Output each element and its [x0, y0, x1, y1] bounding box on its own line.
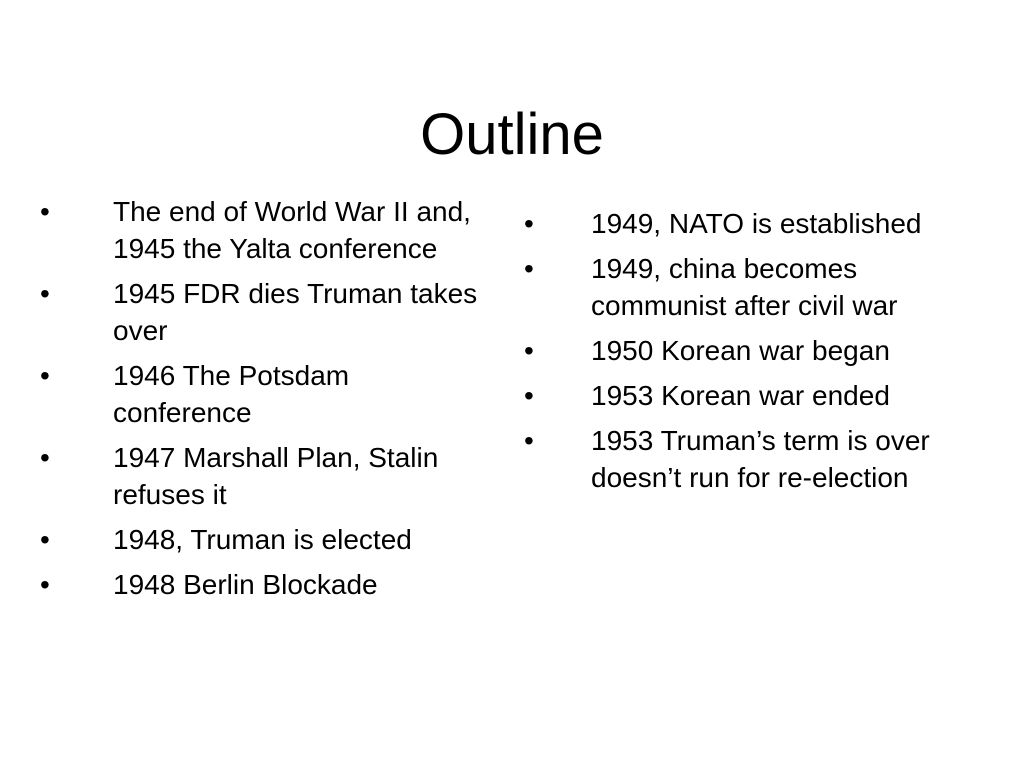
right-bullet-list: [524, 205, 994, 504]
list-item: [40, 193, 490, 267]
list-item: [40, 357, 490, 431]
list-item: [40, 521, 490, 558]
list-item-text: 1953 Korean war ended: [591, 380, 890, 411]
list-item: [524, 332, 994, 369]
list-item-text: 1949, china becomes communist after civil war: [591, 253, 898, 321]
bullet-icon: •: [524, 335, 534, 366]
bullet-icon: •: [40, 360, 50, 391]
bullet-icon: •: [40, 569, 50, 600]
bullet-icon: •: [524, 425, 534, 456]
list-item: [40, 439, 490, 513]
list-item: [524, 422, 994, 496]
bullet-icon: •: [40, 278, 50, 309]
bullet-icon: •: [40, 442, 50, 473]
list-item-text: 1946 The Potsdam conference: [113, 360, 350, 428]
list-item-text: 1948, Truman is elected: [113, 524, 412, 555]
bullet-icon: •: [40, 524, 50, 555]
list-item: [524, 377, 994, 414]
list-item-text: 1948 Berlin Blockade: [113, 569, 378, 600]
list-item-text: 1949, NATO is established: [591, 208, 922, 239]
list-item-text: 1950 Korean war began: [591, 335, 890, 366]
list-item: [524, 250, 994, 324]
list-item: [524, 205, 994, 242]
list-item: [40, 275, 490, 349]
left-bullet-list: [40, 193, 490, 611]
bullet-icon: •: [524, 208, 534, 239]
slide-title: Outline: [420, 102, 604, 167]
bullet-icon: •: [40, 196, 50, 227]
bullet-icon: •: [524, 253, 534, 284]
list-item: [40, 566, 490, 603]
list-item-text: 1947 Marshall Plan, Stalin refuses it: [113, 442, 439, 510]
list-item-text: The end of World War II and, 1945 the Yalta conference: [113, 196, 471, 264]
list-item-text: 1953 Truman’s term is over doesn’t run for re-election: [591, 425, 930, 493]
bullet-icon: •: [524, 380, 534, 411]
list-item-text: 1945 FDR dies Truman takes over: [113, 278, 478, 346]
